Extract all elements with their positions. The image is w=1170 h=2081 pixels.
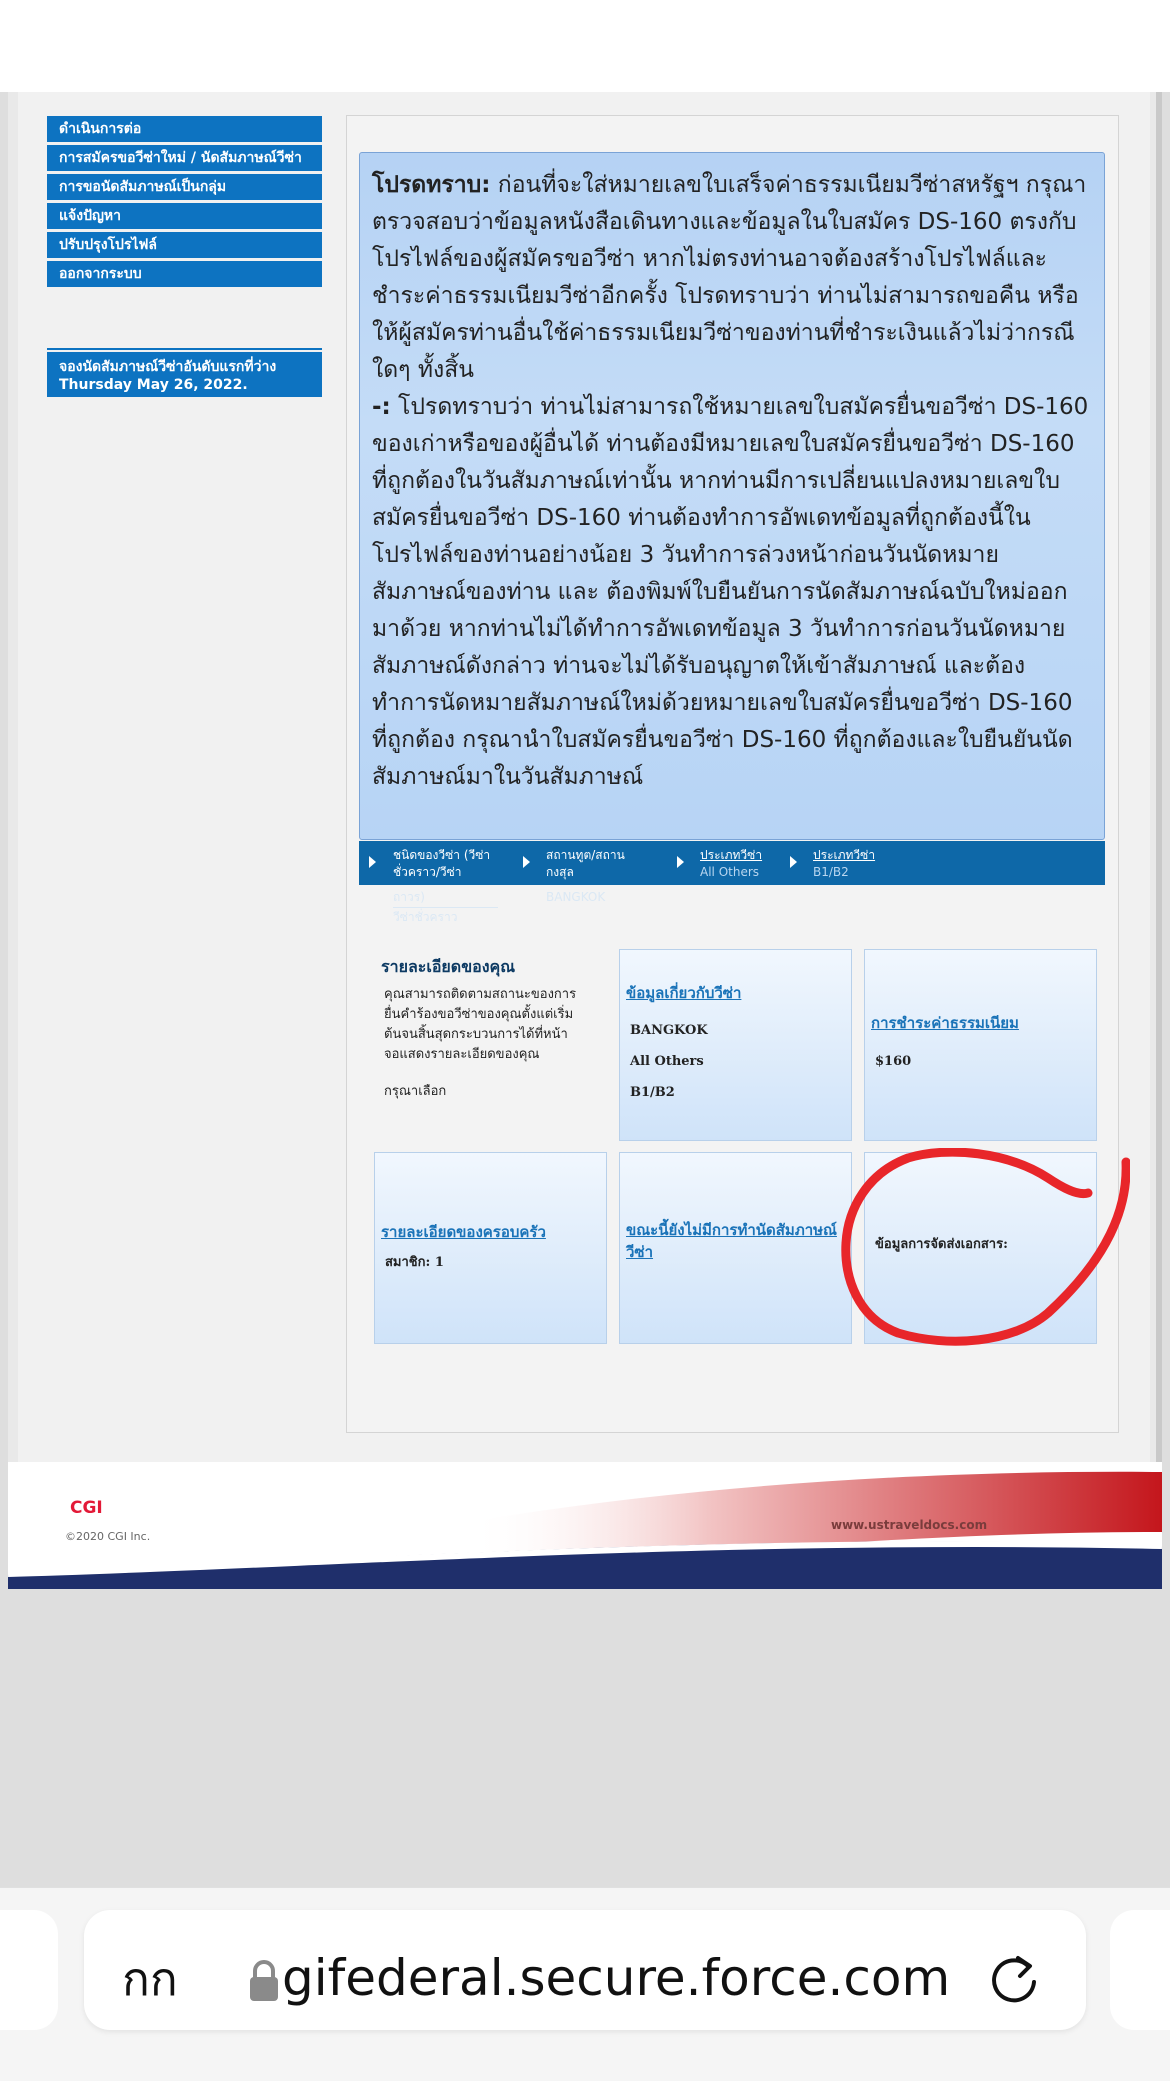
breadcrumb-visa-type[interactable] — [813, 847, 875, 881]
appointment-link[interactable]: ขณะนี้ยังไม่มีการทำนัดสัมภาษณ์วีซ่า — [626, 1221, 837, 1261]
nav-item-group-appointment[interactable]: การขอนัดสัมภาษณ์เป็นกลุ่ม — [47, 174, 322, 200]
breadcrumb-value: ถาวร) — [393, 888, 498, 908]
copyright: ©2020 CGI Inc. — [65, 1530, 151, 1543]
visa-info-type: B1/B2 — [630, 1085, 675, 1100]
appointment-box-border — [47, 348, 322, 350]
page-column-edge — [1156, 92, 1162, 1462]
footer — [8, 1462, 1162, 1589]
breadcrumb-visa-kind-value — [393, 888, 498, 927]
text-size-button[interactable]: กก — [122, 1952, 178, 2006]
nav-item-update-profile[interactable]: ปรับปรุงโปรไฟล์ — [47, 232, 322, 258]
appointment-date: Thursday May 26, 2022. — [59, 377, 248, 393]
lock-icon — [248, 1958, 280, 2004]
breadcrumb-visa-category[interactable] — [700, 847, 762, 881]
notice-box — [359, 152, 1105, 840]
payment-amount: $160 — [875, 1054, 912, 1069]
notice-lead-2: -: — [372, 394, 391, 420]
notice-lead: โปรดทราบ: — [372, 172, 491, 198]
nav-item-logout[interactable]: ออกจากระบบ — [47, 261, 322, 287]
details-title: รายละเอียดของคุณ — [381, 957, 516, 976]
family-link[interactable]: รายละเอียดของครอบครัว — [381, 1223, 546, 1241]
site-url[interactable]: www.ustraveldocs.com — [831, 1518, 988, 1532]
nav-item-continue[interactable]: ดำเนินการต่อ — [47, 116, 322, 142]
appointment-card — [619, 1152, 852, 1344]
details-description: คุณสามารถติดตามสถานะของการยื่นคำร้องขอวีซ่าของคุณตั้งแต่เริ่มต้นจนสิ้นสุดกระบวนการได้ที่หน้าจอแสดงรายละเอียดของคุณ — [384, 987, 577, 1062]
nav-item-new-application[interactable]: การสมัครขอวีซ่าใหม่ / นัดสัมภาษณ์วีซ่า — [47, 145, 322, 171]
visa-info-post: BANGKOK — [630, 1023, 708, 1038]
breadcrumb-post-value: BANGKOK — [546, 890, 606, 904]
nav-item-report-problem[interactable]: แจ้งปัญหา — [47, 203, 322, 229]
breadcrumb-value: B1/B2 — [813, 865, 849, 879]
top-blank-area — [0, 0, 1170, 92]
breadcrumb-label: กงสุล — [546, 865, 574, 879]
breadcrumb-value: All Others — [700, 865, 760, 879]
chevron-right-icon — [677, 856, 684, 868]
chevron-right-icon — [523, 856, 530, 868]
delivery-info: ข้อมูลการจัดส่งเอกสาร: — [875, 1237, 1008, 1252]
breadcrumb-label: ประเภทวีซ่า — [700, 848, 763, 862]
url-text[interactable]: gifederal.secure.force.com — [282, 1949, 951, 2007]
left-nav — [47, 116, 322, 290]
appointment-label: จองนัดสัมภาษณ์วีซ่าอันดับแรกที่ว่าง — [59, 359, 277, 375]
first-available-appointment — [47, 352, 322, 397]
notice-paragraph-1 — [372, 167, 1092, 389]
breadcrumb — [359, 841, 1105, 885]
payment-card — [864, 949, 1097, 1141]
chevron-right-icon — [790, 856, 797, 868]
breadcrumb-post[interactable] — [546, 847, 625, 881]
notice-text-2: โปรดทราบว่า ท่านไม่สามารถใช้หมายเลขใบสมัครยื่นขอวีซ่า DS-160 ของเก่าหรือของผู้อื่นได้ ท่านต้องมีหมายเลขใบสมัครยื่นขอวีซ่า DS-160 ที่ถูกต้องในวันสัมภาษณ์เท่านั้น หากท่านมีการเปลี่ยนแปลงหมายเลขใบสมัครยื่นขอวีซ่า DS-160 ท่านต้องทำการอัพเดทข้อมูลที่ถูกต้องนี้ในโปรไฟล์ของท่านอย่างน้อย 3 วันทำการล่วงหน้าก่อนวันนัดหมายสัมภาษณ์ของท่าน และ ต้องพิมพ์ใบยืนยันการนัดสัมภาษณ์ฉบับใหม่ออกมาด้วย หากท่านไม่ได้ทำการอัพเดทข้อมูล 3 วันทำการก่อนวันนัดหมายสัมภาษณ์ดังกล่าว ท่านจะไม่ได้รับอนุญาตให้เข้าสัมภาษณ์ และต้องทำการนัดหมายสัมภาษณ์ใหม่ด้วยหมายเลขใบสมัครยื่นขอวีซ่า DS-160 ที่ถูกต้อง กรุณานำใบสมัครยื่นขอวีซ่า DS-160 ที่ถูกต้องและใบยืนยันนัดสัมภาษณ์มาในวันสัมภาษณ์ — [372, 394, 1089, 790]
breadcrumb-value: วีซ่าชั่วคราว — [393, 910, 458, 924]
visa-info-link[interactable]: ข้อมูลเกี่ยวกับวีซ่า — [626, 984, 742, 1002]
payment-link[interactable]: การชำระค่าธรรมเนียม — [871, 1014, 1019, 1032]
breadcrumb-label: สถานทูต/สถาน — [546, 848, 625, 862]
family-members: สมาชิก: 1 — [385, 1255, 444, 1270]
red-annotation-circle — [838, 1148, 1130, 1348]
family-card — [374, 1152, 607, 1344]
cgi-logo: CGI — [70, 1498, 103, 1518]
breadcrumb-visa-kind[interactable] — [393, 847, 490, 881]
notice-text-1: ก่อนที่จะใส่หมายเลขใบเสร็จค่าธรรมเนียมวีซ่าสหรัฐฯ กรุณาตรวจสอบว่าข้อมูลหนังสือเดินทางและข้อมูลในใบสมัคร DS-160 ตรงกับโปรไฟล์ของผู้สมัครขอวีซ่า หากไม่ตรงท่านอาจต้องสร้างโปรไฟล์และชำระค่าธรรมเนียมวีซ่าอีกครั้ง โปรดทราบว่า ท่านไม่สามารถขอคืน หรือ ให้ผู้สมัครท่านอื่นใช้ค่าธรรมเนียมวีซ่าของท่านที่ชำระเงินแล้วไม่ว่ากรณีใดๆ ทั้งสิ้น — [372, 172, 1087, 383]
visa-info-card — [619, 949, 852, 1141]
visa-info-category: All Others — [630, 1054, 704, 1069]
chevron-right-icon — [369, 856, 376, 868]
footer-swoosh — [8, 1462, 1162, 1589]
breadcrumb-label: ประเภทวีซ่า — [813, 848, 876, 862]
next-tab-preview[interactable] — [1110, 1910, 1170, 2030]
previous-tab-preview[interactable] — [0, 1910, 58, 2030]
notice-paragraph-2 — [372, 389, 1092, 796]
breadcrumb-label: ชั่วคราว/วีซ่า — [393, 865, 462, 879]
details-select-prompt: กรุณาเลือก — [384, 1084, 447, 1099]
breadcrumb-label: ชนิดของวีซ่า (วีซ่า — [393, 848, 491, 862]
reload-icon[interactable] — [988, 1954, 1042, 2008]
